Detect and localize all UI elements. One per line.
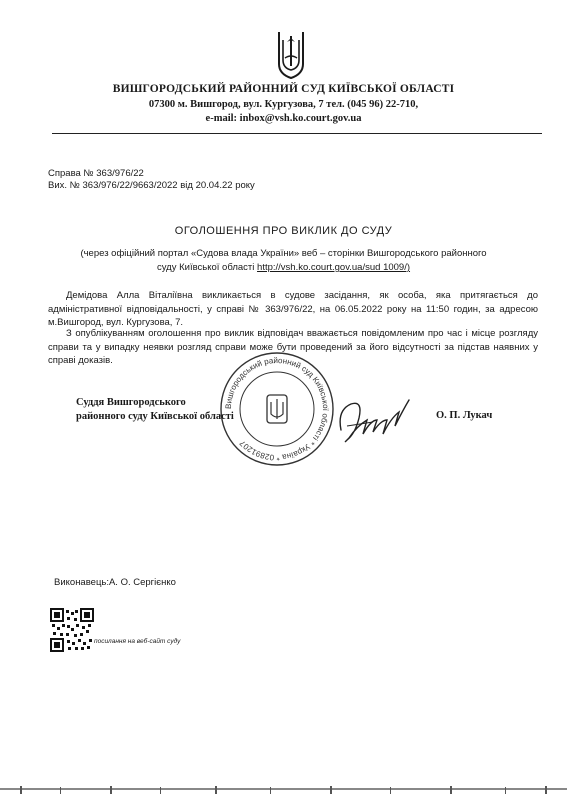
document-title: ОГОЛОШЕННЯ ПРО ВИКЛИК ДО СУДУ <box>174 225 393 237</box>
summons-text: Демідова Алла Віталіївна викликається в судове засідання, як особа, яка притягається до адміністративної відповідальності, у справі № 363/976/22, на 06.05.2022 року на 11:50 годин, за адресою м.Вишгород, вул. Кургузова, 7. <box>48 290 538 328</box>
court-email: e-mail: inbox@vsh.ko.court.gov.ua <box>205 113 362 124</box>
qr-caption: посилання на веб-сайт суду <box>94 638 181 645</box>
portal-note-prefix: суду Київської області <box>156 262 258 273</box>
notice-text: З опублікуванням оголошення про виклик відповідач вважається повідомленим про час і місце розгляду справи та у випадку неявки розгляд справи може бути проведений за його відсутності за підстав наявних у справі доказів. <box>48 328 538 366</box>
qr-code[interactable] <box>50 608 94 652</box>
judge-title-line2: районного суду Київської області <box>76 411 234 422</box>
case-number: Справа № 363/976/22 <box>48 168 144 179</box>
judge-name: О. П. Лукач <box>436 410 493 421</box>
court-address: 07300 м. Вишгород, вул. Кургузова, 7 тел. (045 96) 22-710, <box>148 99 419 110</box>
portal-note-line1: (через офіційний портал «Судова влада України» веб – сторінки Вишгородського районного <box>80 248 487 259</box>
scan-artifact-strip <box>0 786 567 794</box>
summons-paragraph <box>48 289 538 330</box>
court-name: ВИШГОРОДСЬКИЙ РАЙОННИЙ СУД КИЇВСЬКОЇ ОБЛАСТІ <box>112 83 455 95</box>
court-seal <box>218 350 336 468</box>
trident-emblem-icon <box>276 28 306 80</box>
court-website-link[interactable]: http://vsh.ko.court.gov.ua/sud 1009/) <box>257 262 411 273</box>
outgoing-number: Вих. № 363/976/22/9663/2022 від 20.04.22 року <box>48 180 255 191</box>
seal-emblem-icon <box>267 395 287 423</box>
handwritten-signature <box>333 390 413 450</box>
seal-text: Вишгородський районний суд Київської області * Україна * 02891207 <box>223 355 331 463</box>
portal-note-line2 <box>0 262 567 273</box>
header-divider <box>52 133 542 134</box>
judge-title-line1: Суддя Вишгородського <box>76 397 186 408</box>
executor-line: Виконавець:А. О. Сергієнко <box>54 577 176 588</box>
